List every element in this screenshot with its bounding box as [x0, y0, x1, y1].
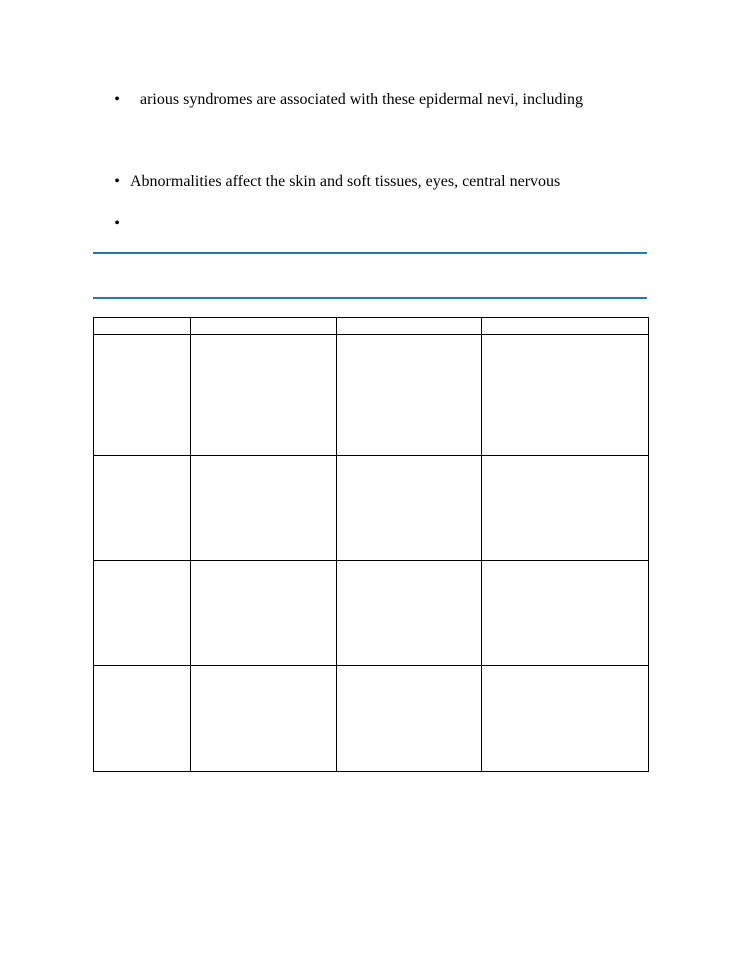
table-cell: [94, 666, 191, 772]
bullet-text: arious syndromes are associated with these epidermal nevi, including: [140, 91, 583, 108]
table-cell: [191, 456, 337, 561]
bullet-text: Abnormalities affect the skin and soft tissues, eyes, central nervous: [130, 173, 561, 190]
table-cell: [337, 666, 482, 772]
table-cell: [191, 318, 337, 335]
empty-table: [93, 317, 649, 772]
table-row: [94, 666, 649, 772]
table-cell: [482, 318, 649, 335]
bullet-icon: •: [114, 173, 120, 190]
table-cell: [94, 318, 191, 335]
table-cell: [94, 561, 191, 666]
bullet-icon: •: [114, 91, 120, 108]
table-cell: [337, 335, 482, 456]
table-cell: [482, 561, 649, 666]
table-cell: [94, 456, 191, 561]
table-cell: [482, 666, 649, 772]
table-row: [94, 561, 649, 666]
table-cell: [191, 561, 337, 666]
table-cell: [191, 335, 337, 456]
table-row: [94, 335, 649, 456]
table-cell: [191, 666, 337, 772]
table-cell: [94, 335, 191, 456]
table-header-row: [94, 318, 649, 335]
table-cell: [482, 335, 649, 456]
table-row: [94, 456, 649, 561]
section-divider-top: [93, 252, 647, 254]
table-cell: [337, 561, 482, 666]
section-divider-bottom: [93, 297, 647, 299]
table-cell: [337, 318, 482, 335]
table-cell: [337, 456, 482, 561]
bullet-icon: •: [114, 215, 120, 232]
table-cell: [482, 456, 649, 561]
